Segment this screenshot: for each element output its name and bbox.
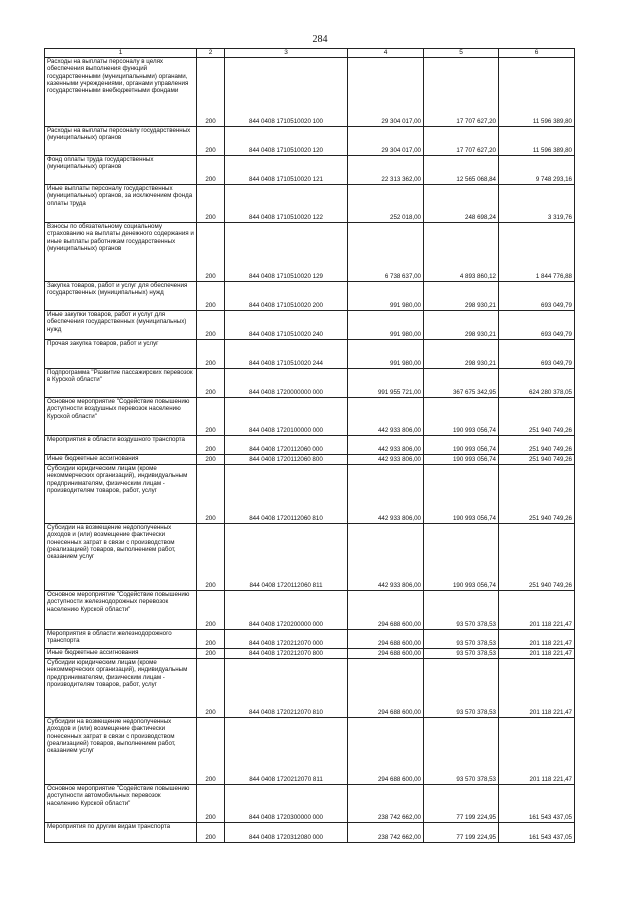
row-col5-value: 190 993 056,74: [424, 398, 499, 436]
row-kbk: 844 0408 1710510020 120: [225, 127, 348, 156]
row-kbk: 844 0408 1720112060 000: [225, 436, 348, 455]
table-row: [45, 127, 575, 156]
row-col6-value: 251 940 749,26: [499, 436, 575, 455]
row-col4-value: 991 980,00: [348, 311, 424, 340]
row-kbk: 844 0408 1710510020 121: [225, 156, 348, 185]
row-col6-value: 693 049,79: [499, 340, 575, 369]
row-col6-value: 251 940 749,26: [499, 465, 575, 524]
row-col4-value: 238 742 662,00: [348, 823, 424, 843]
row-col5-value: 4 893 860,12: [424, 223, 499, 282]
row-col4-value: 238 742 662,00: [348, 785, 424, 823]
row-col6-value: 251 940 749,26: [499, 524, 575, 591]
row-col5-value: 93 570 378,53: [424, 591, 499, 630]
row-code: 200: [197, 823, 225, 843]
row-col6-value: 161 543 437,05: [499, 785, 575, 823]
row-description: Основное мероприятие "Содействие повышению доступности воздушных перевозок населению Курской области": [45, 398, 197, 436]
row-col4-value: 442 933 806,00: [348, 436, 424, 455]
row-col4-value: 442 933 806,00: [348, 455, 424, 465]
row-kbk: 844 0408 1720212070 810: [225, 659, 348, 718]
row-col6-value: 251 940 749,26: [499, 398, 575, 436]
page-number: 284: [312, 34, 328, 45]
table-row: [45, 465, 575, 524]
header-cell: 3: [225, 49, 348, 58]
row-code: 200: [197, 630, 225, 649]
header-cell: 5: [424, 49, 499, 58]
row-col5-value: 190 993 056,74: [424, 455, 499, 465]
row-col6-value: 201 118 221,47: [499, 649, 575, 659]
row-col4-value: 991 980,00: [348, 340, 424, 369]
row-col5-value: 93 570 378,53: [424, 659, 499, 718]
row-col4-value: 294 688 600,00: [348, 630, 424, 649]
row-col6-value: 201 118 221,47: [499, 659, 575, 718]
table-row: [45, 785, 575, 823]
header-row: [45, 49, 575, 58]
row-description: Субсидии юридическим лицам (кроме некоммерческих организаций), индивидуальным предпринимателям, физическим лицам - производителям товаров, работ, услуг: [45, 659, 197, 718]
table-row: [45, 311, 575, 340]
table-row: [45, 524, 575, 591]
row-col6-value: 9 748 293,16: [499, 156, 575, 185]
row-col4-value: 22 313 362,00: [348, 156, 424, 185]
row-col5-value: 17 707 627,20: [424, 58, 499, 127]
row-col6-value: 693 049,79: [499, 282, 575, 311]
row-col4-value: 294 688 600,00: [348, 659, 424, 718]
row-description: Расходы на выплаты персоналу в целях обеспечения выполнения функций государственными (муниципальными) органами, казенными учреждениями, органами управления государственными внебюджетными фондами: [45, 58, 197, 127]
row-code: 200: [197, 369, 225, 398]
row-kbk: 844 0408 1710510020 244: [225, 340, 348, 369]
row-col5-value: 298 930,21: [424, 311, 499, 340]
row-col5-value: 190 993 056,74: [424, 436, 499, 455]
row-description: Основное мероприятие "Содействие повышению доступности автомобильных перевозок населению Курской области": [45, 785, 197, 823]
row-kbk: 844 0408 1720000000 000: [225, 369, 348, 398]
row-col4-value: 252 018,00: [348, 185, 424, 223]
row-description: Мероприятия по другим видам транспорта: [45, 823, 197, 843]
row-col5-value: 190 993 056,74: [424, 465, 499, 524]
row-code: 200: [197, 524, 225, 591]
row-description: Иные бюджетные ассигнования: [45, 649, 197, 659]
row-col4-value: 294 688 600,00: [348, 718, 424, 785]
row-description: Иные бюджетные ассигнования: [45, 455, 197, 465]
table-row: [45, 436, 575, 455]
row-col5-value: 190 993 056,74: [424, 524, 499, 591]
row-col6-value: 201 118 221,47: [499, 630, 575, 649]
row-kbk: 844 0408 1720112060 811: [225, 524, 348, 591]
header-cell: 2: [197, 49, 225, 58]
row-kbk: 844 0408 1720100000 000: [225, 398, 348, 436]
row-col4-value: 442 933 806,00: [348, 398, 424, 436]
row-description: Прочая закупка товаров, работ и услуг: [45, 340, 197, 369]
row-col6-value: 693 049,79: [499, 311, 575, 340]
row-description: Субсидии юридическим лицам (кроме некоммерческих организаций), индивидуальным предпринимателям, физическим лицам - производителям товаров, работ, услуг: [45, 465, 197, 524]
table-row: [45, 185, 575, 223]
row-col4-value: 442 933 806,00: [348, 465, 424, 524]
table-row: [45, 718, 575, 785]
row-col6-value: 1 844 776,88: [499, 223, 575, 282]
row-col5-value: 12 565 068,84: [424, 156, 499, 185]
row-description: Субсидии на возмещение недополученных доходов и (или) возмещение фактически понесенных затрат в связи с производством (реализацией) товаров, выполнением работ, оказанием услуг: [45, 524, 197, 591]
row-col5-value: 93 570 378,53: [424, 630, 499, 649]
row-kbk: 844 0408 1720112060 810: [225, 465, 348, 524]
row-col4-value: 442 933 806,00: [348, 524, 424, 591]
row-kbk: 844 0408 1710510020 240: [225, 311, 348, 340]
row-kbk: 844 0408 1710510020 129: [225, 223, 348, 282]
row-description: Мероприятия в области железнодорожного транспорта: [45, 630, 197, 649]
row-col6-value: 201 118 221,47: [499, 591, 575, 630]
row-col4-value: 6 738 637,00: [348, 223, 424, 282]
row-code: 200: [197, 785, 225, 823]
row-col5-value: 93 570 378,53: [424, 718, 499, 785]
row-col6-value: 251 940 749,26: [499, 455, 575, 465]
row-code: 200: [197, 591, 225, 630]
row-kbk: 844 0408 1720212070 811: [225, 718, 348, 785]
table-row: [45, 282, 575, 311]
row-col6-value: 201 118 221,47: [499, 718, 575, 785]
row-col5-value: 17 707 627,20: [424, 127, 499, 156]
row-col6-value: 11 596 389,80: [499, 127, 575, 156]
row-col4-value: 29 304 017,00: [348, 127, 424, 156]
row-description: Основное мероприятие "Содействие повышению доступности железнодорожных перевозок населению Курской области": [45, 591, 197, 630]
header-cell: 1: [45, 49, 197, 58]
row-col5-value: 77 199 224,95: [424, 823, 499, 843]
row-code: 200: [197, 58, 225, 127]
row-kbk: 844 0408 1720312080 000: [225, 823, 348, 843]
table-row: [45, 455, 575, 465]
row-col4-value: 991 980,00: [348, 282, 424, 311]
row-col6-value: 3 319,76: [499, 185, 575, 223]
row-code: 200: [197, 282, 225, 311]
table-row: [45, 369, 575, 398]
row-kbk: 844 0408 1710510020 200: [225, 282, 348, 311]
row-kbk: 844 0408 1720212070 800: [225, 649, 348, 659]
row-col5-value: 248 698,24: [424, 185, 499, 223]
row-code: 200: [197, 718, 225, 785]
table-row: [45, 156, 575, 185]
table-row: [45, 823, 575, 843]
table-row: [45, 340, 575, 369]
row-kbk: 844 0408 1720212070 000: [225, 630, 348, 649]
row-description: Иные закупки товаров, работ и услуг для обеспечения государственных (муниципальных) нужд: [45, 311, 197, 340]
row-code: 200: [197, 659, 225, 718]
row-col5-value: 298 930,21: [424, 282, 499, 311]
row-col5-value: 93 570 378,53: [424, 649, 499, 659]
row-description: Фонд оплаты труда государственных (муниципальных) органов: [45, 156, 197, 185]
row-col6-value: 624 280 378,05: [499, 369, 575, 398]
table-row: [45, 659, 575, 718]
row-col5-value: 77 199 224,95: [424, 785, 499, 823]
budget-table: [44, 48, 575, 843]
header-cell: 6: [499, 49, 575, 58]
row-col5-value: 367 675 342,95: [424, 369, 499, 398]
row-code: 200: [197, 436, 225, 455]
row-col4-value: 294 688 600,00: [348, 591, 424, 630]
row-col5-value: 298 930,21: [424, 340, 499, 369]
row-code: 200: [197, 398, 225, 436]
row-code: 200: [197, 455, 225, 465]
row-description: Взносы по обязательному социальному страхованию на выплаты денежного содержания и иные выплаты работникам государственных (муниципальных) органов: [45, 223, 197, 282]
table-row: [45, 398, 575, 436]
row-code: 200: [197, 223, 225, 282]
row-kbk: 844 0408 1720300000 000: [225, 785, 348, 823]
row-description: Расходы на выплаты персоналу государственных (муниципальных) органов: [45, 127, 197, 156]
table-row: [45, 649, 575, 659]
row-kbk: 844 0408 1720112060 800: [225, 455, 348, 465]
row-code: 200: [197, 465, 225, 524]
row-description: Субсидии на возмещение недополученных доходов и (или) возмещение фактически понесенных затрат в связи с производством (реализацией) товаров, выполнением работ, оказанием услуг: [45, 718, 197, 785]
row-description: Закупка товаров, работ и услуг для обеспечения государственных (муниципальных) нужд: [45, 282, 197, 311]
row-col4-value: 991 955 721,00: [348, 369, 424, 398]
row-code: 200: [197, 649, 225, 659]
row-code: 200: [197, 185, 225, 223]
table-row: [45, 58, 575, 127]
row-description: Иные выплаты персоналу государственных (муниципальных) органов, за исключением фонда оплаты труда: [45, 185, 197, 223]
row-code: 200: [197, 127, 225, 156]
header-cell: 4: [348, 49, 424, 58]
row-code: 200: [197, 311, 225, 340]
row-col6-value: 11 596 389,80: [499, 58, 575, 127]
row-col6-value: 161 543 437,05: [499, 823, 575, 843]
row-description: Подпрограмма "Развитие пассажирских перевозок в Курской области": [45, 369, 197, 398]
row-col4-value: 29 304 017,00: [348, 58, 424, 127]
table-row: [45, 223, 575, 282]
row-col4-value: 294 688 600,00: [348, 649, 424, 659]
row-kbk: 844 0408 1710510020 100: [225, 58, 348, 127]
row-code: 200: [197, 156, 225, 185]
row-code: 200: [197, 340, 225, 369]
row-kbk: 844 0408 1710510020 122: [225, 185, 348, 223]
table-row: [45, 591, 575, 630]
row-description: Мероприятия в области воздушного транспорта: [45, 436, 197, 455]
table-row: [45, 630, 575, 649]
row-kbk: 844 0408 1720200000 000: [225, 591, 348, 630]
